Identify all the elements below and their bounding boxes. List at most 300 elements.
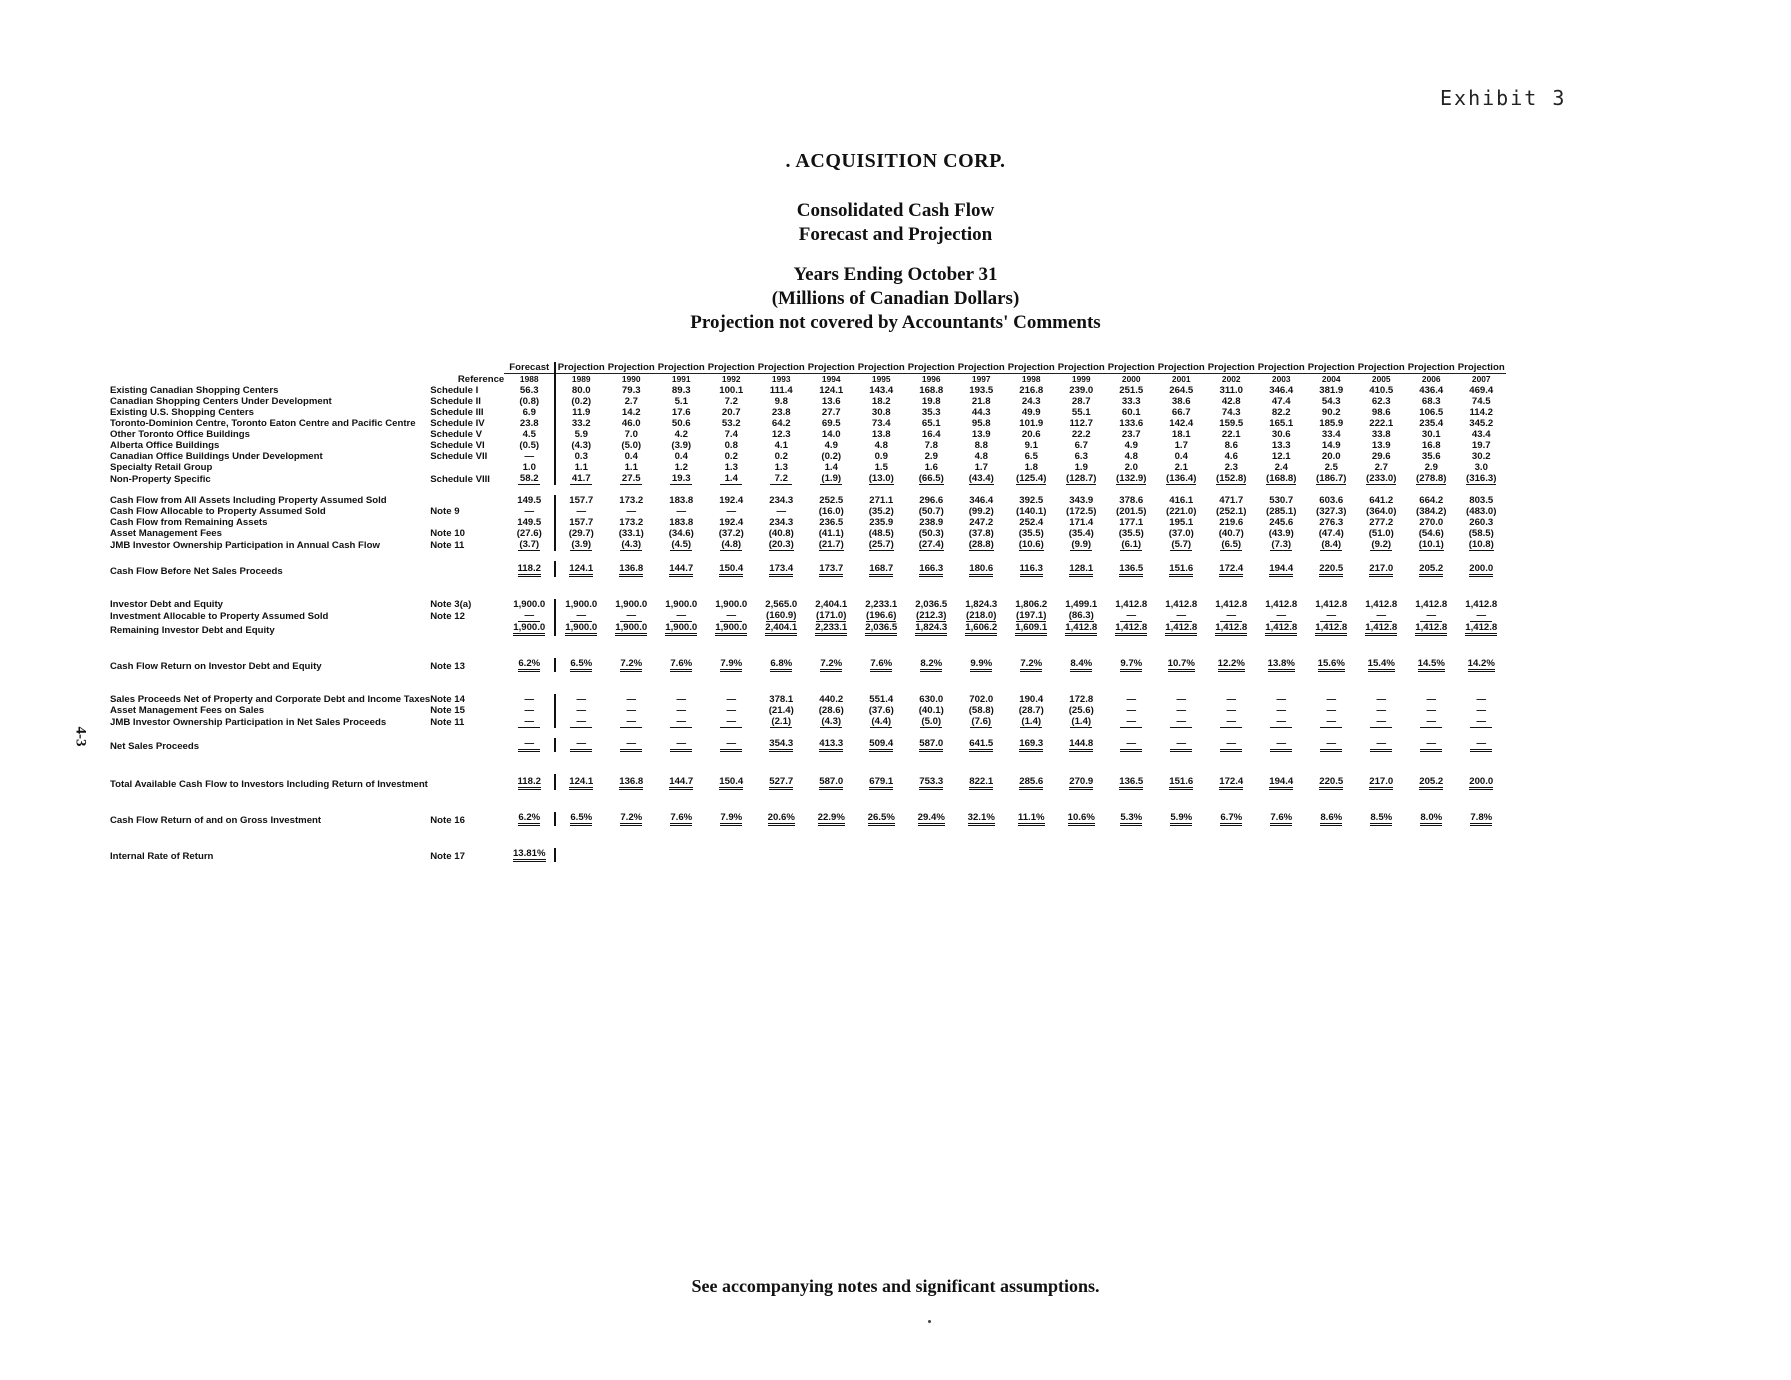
- cell-value: (58.5): [1468, 528, 1494, 539]
- table-cell: [1306, 694, 1356, 705]
- column-kind: Projection: [557, 362, 605, 373]
- column-year: 1989: [556, 373, 606, 385]
- table-cell: [906, 848, 956, 862]
- cell-value: 1.3: [774, 462, 788, 473]
- table-cell: [1106, 539, 1156, 551]
- table-cell: [806, 495, 856, 506]
- table-cell: [1356, 506, 1406, 517]
- cell-value: 1,412.8: [1165, 622, 1197, 636]
- cell-value: 235.9: [869, 517, 894, 528]
- column-year: 1988: [504, 373, 554, 385]
- cell-value: 8.5%: [1370, 812, 1392, 826]
- cell-value: (5.7): [1171, 539, 1192, 550]
- table-cell: [706, 528, 756, 539]
- cell-value: (5.0): [621, 440, 642, 451]
- table-cell: [1206, 610, 1256, 622]
- cell-value: 42.8: [1221, 396, 1241, 407]
- cell-value: 1.1: [624, 462, 638, 473]
- year-column-header: [1156, 362, 1206, 385]
- column-kind: Projection: [1257, 362, 1305, 373]
- cell-value: —: [1370, 716, 1392, 728]
- cell-value: 6.5%: [570, 658, 592, 672]
- cell-value: (384.2): [1416, 506, 1447, 517]
- table-cell: [656, 506, 706, 517]
- cell-value: 30.1: [1421, 429, 1441, 440]
- cell-value: 0.4: [1174, 451, 1188, 462]
- column-year: 2002: [1206, 373, 1256, 385]
- cell-value: 29.6: [1371, 451, 1391, 462]
- table-cell: [606, 440, 656, 451]
- table-cell: [1256, 848, 1306, 862]
- table-cell: [1306, 506, 1356, 517]
- table-cell: [555, 738, 606, 752]
- column-year: 2005: [1356, 373, 1406, 385]
- table-cell: [1056, 495, 1106, 506]
- table-cell: [1006, 539, 1056, 551]
- table-row: [110, 599, 1506, 610]
- table-cell: [956, 473, 1006, 485]
- table-cell: [656, 848, 706, 862]
- table-row: [110, 610, 1506, 622]
- cell-value: 1.7: [974, 462, 988, 473]
- table-cell: [606, 418, 656, 429]
- cell-value: 33.4: [1321, 429, 1341, 440]
- table-cell: [1056, 528, 1106, 539]
- cell-value: (37.8): [968, 528, 994, 539]
- table-cell: [906, 506, 956, 517]
- cell-value: 0.2: [774, 451, 788, 462]
- table-cell: [1456, 462, 1506, 473]
- table-cell: [806, 407, 856, 418]
- cell-value: 2,233.1: [865, 599, 898, 610]
- table-row: [110, 738, 1506, 752]
- table-cell: [606, 658, 656, 672]
- cell-value: 13.8%: [1268, 658, 1295, 672]
- table-cell: [1206, 848, 1256, 862]
- cell-value: (2.1): [771, 716, 792, 727]
- cell-value: 311.0: [1219, 385, 1243, 396]
- cell-value: 30.6: [1271, 429, 1291, 440]
- table-cell: [606, 705, 656, 716]
- table-row: [110, 848, 1506, 862]
- cell-value: 1.5: [874, 462, 888, 473]
- table-cell: [956, 658, 1006, 672]
- table-cell: [856, 774, 906, 790]
- row-reference: Note 16: [430, 815, 465, 826]
- cell-value: 587.0: [919, 738, 943, 752]
- table-cell: [1206, 385, 1256, 396]
- cell-value: 7.9%: [720, 812, 742, 826]
- cell-value: 7.2%: [620, 812, 642, 826]
- table-cell: [1256, 440, 1306, 451]
- table-cell: [1456, 561, 1506, 577]
- cell-value: (6.5): [1221, 539, 1242, 550]
- table-cell: [1106, 385, 1156, 396]
- cell-value: —: [1270, 610, 1292, 622]
- table-cell: [756, 848, 806, 862]
- table-cell: [1106, 738, 1156, 752]
- cell-value: (140.1): [1016, 506, 1047, 517]
- table-cell: [606, 385, 656, 396]
- cell-value: —: [1470, 610, 1492, 622]
- cell-value: (34.6): [668, 528, 694, 539]
- table-cell: [1306, 407, 1356, 418]
- table-cell: [504, 599, 555, 610]
- table-cell: [806, 610, 856, 622]
- table-cell: [1156, 812, 1206, 826]
- cell-value: 1.4: [824, 462, 838, 473]
- cell-value: (47.4): [1318, 528, 1344, 539]
- row-reference: Note 10: [430, 528, 465, 539]
- cell-value: 641.2: [1369, 495, 1394, 506]
- table-cell: [1406, 418, 1456, 429]
- table-cell: [606, 599, 656, 610]
- row-label: Cash Flow Allocable to Property Assumed Sold: [110, 506, 326, 517]
- cell-value: 112.7: [1069, 418, 1093, 429]
- table-cell: [756, 774, 806, 790]
- cell-value: 100.1: [719, 385, 744, 396]
- table-cell: [1306, 429, 1356, 440]
- year-column-header: [756, 362, 806, 385]
- column-kind: Projection: [707, 362, 755, 373]
- table-cell: [806, 599, 856, 610]
- table-cell: [1456, 738, 1506, 752]
- table-cell: [856, 396, 906, 407]
- cell-value: 220.5: [1319, 776, 1343, 790]
- table-cell: [606, 517, 656, 528]
- table-cell: [1256, 622, 1306, 636]
- table-cell: [956, 622, 1006, 636]
- cell-value: 551.4: [869, 694, 894, 705]
- table-cell: [1106, 694, 1156, 705]
- table-cell: [1156, 506, 1206, 517]
- row-label: Internal Rate of Return: [110, 851, 214, 862]
- cell-value: 220.5: [1319, 563, 1343, 577]
- cell-value: 47.4: [1271, 396, 1291, 407]
- row-reference: [430, 622, 504, 636]
- column-kind: Projection: [1007, 362, 1055, 373]
- table-cell: [856, 385, 906, 396]
- row-label: Other Toronto Office Buildings: [110, 429, 250, 440]
- table-cell: [656, 622, 706, 636]
- table-cell: [856, 848, 906, 862]
- table-cell: [606, 451, 656, 462]
- table-cell: [504, 848, 555, 862]
- table-cell: [856, 473, 906, 485]
- row-label: JMB Investor Ownership Participation in Net Sales Proceeds: [110, 717, 387, 728]
- cell-value: 16.4: [921, 429, 941, 440]
- table-cell: [1106, 451, 1156, 462]
- table-cell: [504, 738, 555, 752]
- cell-value: (1.4): [1021, 716, 1042, 727]
- reference-column-header: Reference: [457, 374, 505, 385]
- cell-value: 8.2%: [920, 658, 942, 672]
- table-cell: [504, 440, 555, 451]
- cell-value: 106.5: [1419, 407, 1444, 418]
- cell-value: (37.0): [1168, 528, 1194, 539]
- cell-value: —: [1326, 694, 1337, 705]
- cell-value: 2.9: [1424, 462, 1438, 473]
- table-cell: [1056, 658, 1106, 672]
- cell-value: 190.4: [1019, 694, 1044, 705]
- table-cell: [1056, 694, 1106, 705]
- table-cell: [1156, 418, 1206, 429]
- table-cell: [1106, 473, 1156, 485]
- table-row: [110, 418, 1506, 429]
- cell-value: (132.9): [1116, 473, 1147, 484]
- table-cell: [756, 705, 806, 716]
- table-cell: [1456, 396, 1506, 407]
- table-cell: [1106, 462, 1156, 473]
- spacer-cell: [110, 728, 1506, 738]
- cell-value: 2.4: [1274, 462, 1288, 473]
- table-cell: [1206, 462, 1256, 473]
- table-cell: [1156, 407, 1206, 418]
- table-cell: [555, 418, 606, 429]
- table-cell: [1306, 517, 1356, 528]
- table-cell: [706, 473, 756, 485]
- table-cell: [606, 738, 656, 752]
- table-cell: [1456, 473, 1506, 485]
- table-cell: [555, 440, 606, 451]
- cell-value: 1,412.8: [1215, 599, 1248, 610]
- cell-value: 222.1: [1369, 418, 1394, 429]
- row-spacer: [110, 728, 1506, 738]
- column-kind: Projection: [907, 362, 955, 373]
- table-cell: [1406, 539, 1456, 551]
- table-cell: [1256, 705, 1306, 716]
- table-cell: [1406, 407, 1456, 418]
- row-reference: Note 11: [430, 717, 465, 728]
- table-cell: [1356, 738, 1406, 752]
- row-label: Asset Management Fees on Sales: [110, 705, 265, 716]
- column-kind: Forecast: [509, 362, 550, 373]
- cell-value: 5.1: [674, 396, 688, 407]
- cell-value: 205.2: [1419, 563, 1443, 577]
- table-cell: [806, 385, 856, 396]
- column-kind: Projection: [807, 362, 855, 373]
- table-cell: [1356, 694, 1406, 705]
- table-cell: [806, 506, 856, 517]
- cell-value: 53.2: [721, 418, 741, 429]
- cell-value: (285.1): [1266, 506, 1297, 517]
- table-cell: [555, 599, 606, 610]
- cell-value: 101.9: [1019, 418, 1044, 429]
- page-mark: 4-3: [72, 726, 89, 747]
- table-cell: [1306, 473, 1356, 485]
- cell-value: (43.9): [1268, 528, 1294, 539]
- table-cell: [856, 495, 906, 506]
- table-cell: [906, 429, 956, 440]
- cell-value: 62.3: [1371, 396, 1391, 407]
- table-cell: [1356, 385, 1406, 396]
- table-row: [110, 694, 1506, 705]
- table-cell: [1206, 539, 1256, 551]
- table-cell: [956, 738, 1006, 752]
- table-cell: [1056, 440, 1106, 451]
- table-cell: [1106, 705, 1156, 716]
- cell-value: 9.7%: [1120, 658, 1142, 672]
- table-cell: [1356, 658, 1406, 672]
- cell-value: 4.9: [824, 440, 838, 451]
- table-cell: [1306, 385, 1356, 396]
- cell-value: 11.9: [572, 407, 591, 418]
- cell-value: —: [1370, 738, 1392, 752]
- table-cell: [706, 385, 756, 396]
- table-cell: [706, 561, 756, 577]
- table-cell: [656, 528, 706, 539]
- table-cell: [906, 418, 956, 429]
- cell-value: 193.5: [969, 385, 994, 396]
- table-cell: [1406, 429, 1456, 440]
- table-cell: [856, 506, 906, 517]
- table-cell: [956, 848, 1006, 862]
- cell-value: 1,412.8: [1465, 599, 1498, 610]
- table-cell: [504, 407, 555, 418]
- column-year: 1992: [706, 373, 756, 385]
- cell-value: 144.7: [669, 776, 693, 790]
- row-reference: [430, 738, 504, 752]
- table-cell: [1356, 517, 1406, 528]
- cell-value: —: [1426, 705, 1437, 716]
- table-cell: [1156, 738, 1206, 752]
- table-cell: [1006, 774, 1056, 790]
- footnote: See accompanying notes and significant assumptions.: [691, 1276, 1100, 1296]
- cell-value: 114.2: [1469, 407, 1493, 418]
- table-cell: [504, 462, 555, 473]
- column-year: 1997: [956, 373, 1006, 385]
- table-cell: [504, 561, 555, 577]
- table-cell: [1156, 774, 1206, 790]
- cell-value: 8.4%: [1070, 658, 1092, 672]
- cell-value: 378.6: [1119, 495, 1144, 506]
- table-cell: [1256, 610, 1306, 622]
- table-cell: [1406, 738, 1456, 752]
- cell-value: 149.5: [517, 517, 542, 528]
- table-cell: [1456, 385, 1506, 396]
- row-spacer: [110, 636, 1506, 658]
- table-cell: [1206, 451, 1256, 462]
- table-row: [110, 705, 1506, 716]
- cell-value: 7.0: [624, 429, 638, 440]
- table-cell: [1406, 528, 1456, 539]
- cell-value: 2,404.1: [765, 622, 797, 636]
- table-cell: [1006, 561, 1056, 577]
- cell-value: —: [1126, 694, 1137, 705]
- table-cell: [1056, 599, 1106, 610]
- table-cell: [1206, 812, 1256, 826]
- table-cell: [1006, 694, 1056, 705]
- cell-value: 173.2: [619, 517, 644, 528]
- row-reference: Note 9: [430, 506, 460, 517]
- table-cell: [504, 517, 555, 528]
- table-cell: [1456, 429, 1506, 440]
- cell-value: (1.9): [821, 473, 842, 484]
- cell-value: (40.7): [1218, 528, 1244, 539]
- cell-value: 65.1: [921, 418, 941, 429]
- table-cell: [956, 528, 1006, 539]
- table-cell: [1056, 407, 1106, 418]
- cell-value: 4.6: [1224, 451, 1238, 462]
- cell-value: 171.4: [1069, 517, 1094, 528]
- cell-value: 168.7: [869, 563, 893, 577]
- table-cell: [1456, 774, 1506, 790]
- cell-value: (13.0): [868, 473, 894, 484]
- table-cell: [706, 506, 756, 517]
- cell-value: (40.8): [768, 528, 794, 539]
- table-cell: [1206, 429, 1256, 440]
- table-cell: [1056, 418, 1106, 429]
- table-cell: [504, 385, 555, 396]
- cell-value: 4.9: [1124, 440, 1138, 451]
- cell-value: 26.5%: [868, 812, 895, 826]
- cell-value: 217.0: [1369, 563, 1393, 577]
- table-cell: [806, 716, 856, 728]
- cell-value: —: [670, 738, 692, 752]
- cell-value: —: [524, 694, 535, 705]
- cell-value: —: [676, 705, 687, 716]
- table-cell: [756, 599, 806, 610]
- table-cell: [1156, 462, 1206, 473]
- column-kind: Projection: [757, 362, 805, 373]
- table-cell: [1306, 418, 1356, 429]
- cell-value: 35.6: [1421, 451, 1441, 462]
- row-label: Remaining Investor Debt and Equity: [110, 625, 275, 636]
- cell-value: 19.8: [921, 396, 941, 407]
- cell-value: —: [1420, 610, 1442, 622]
- cell-value: 166.3: [919, 563, 943, 577]
- table-cell: [1056, 396, 1106, 407]
- cell-value: (10.1): [1418, 539, 1444, 550]
- table-cell: [656, 495, 706, 506]
- cell-value: 15.6%: [1318, 658, 1345, 672]
- cell-value: 7.2%: [1020, 658, 1042, 672]
- cell-value: 1.0: [522, 462, 536, 473]
- cell-value: 1,606.2: [965, 622, 997, 636]
- cell-value: (29.7): [568, 528, 594, 539]
- cell-value: —: [524, 506, 535, 517]
- cell-value: (54.6): [1418, 528, 1444, 539]
- cell-value: 19.3: [671, 473, 691, 484]
- table-cell: [1306, 716, 1356, 728]
- table-cell: [756, 418, 806, 429]
- cell-value: —: [626, 694, 637, 705]
- table-cell: [706, 610, 756, 622]
- cell-value: —: [1176, 694, 1187, 705]
- cell-value: 6.8%: [770, 658, 792, 672]
- table-cell: [1006, 451, 1056, 462]
- cell-value: 9.8: [774, 396, 788, 407]
- column-year: 2004: [1306, 373, 1356, 385]
- cell-value: 1,412.8: [1415, 599, 1448, 610]
- table-cell: [1056, 517, 1106, 528]
- cell-value: 136.8: [619, 563, 643, 577]
- table-cell: [1356, 440, 1406, 451]
- cell-value: 151.6: [1169, 563, 1193, 577]
- table-cell: [1356, 774, 1406, 790]
- table-cell: [555, 658, 606, 672]
- table-cell: [1306, 599, 1356, 610]
- cell-value: 1,412.8: [1165, 599, 1198, 610]
- table-cell: [1406, 694, 1456, 705]
- cell-value: 7.8: [924, 440, 938, 451]
- table-cell: [656, 694, 706, 705]
- table-cell: [956, 462, 1006, 473]
- table-cell: [1156, 385, 1206, 396]
- table-cell: [504, 473, 555, 485]
- report-title-line2: Forecast and Projection: [798, 224, 993, 245]
- table-cell: [1456, 517, 1506, 528]
